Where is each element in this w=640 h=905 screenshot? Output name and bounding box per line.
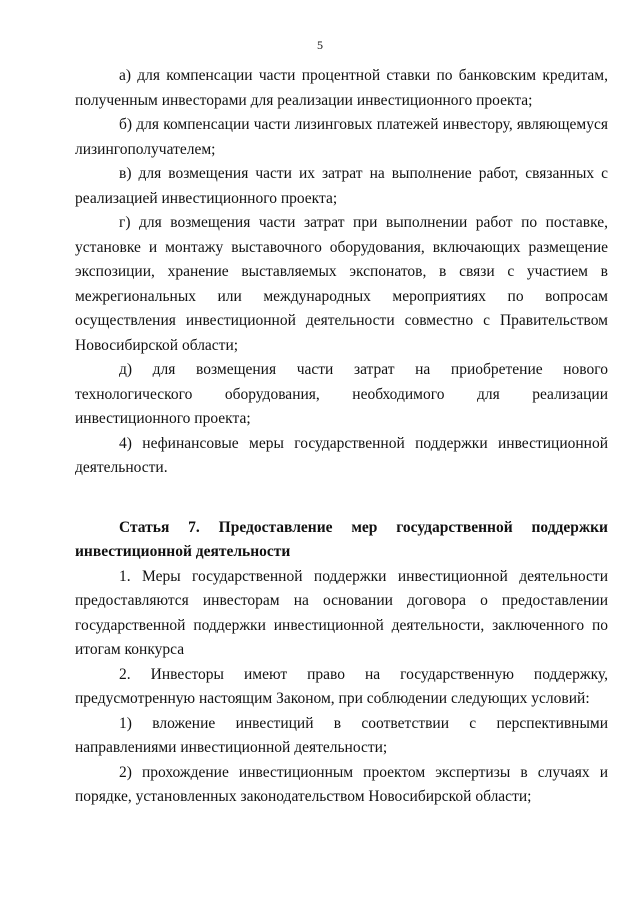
article-condition-2: 2) прохождение инвестиционным проектом экспертизы в случаях и порядке, установленных законодательством Новосибирской области; — [75, 763, 608, 805]
paragraph-subitem-b: б) для компенсации части лизинговых платежей инвестору, являющемуся лизингополучателем; — [75, 116, 608, 158]
article-heading: Статья 7. Предоставление мер государственной поддержки инвестиционной деятельности — [75, 518, 608, 560]
paragraph-subitem-g: г) для возмещения части затрат при выполнении работ по поставке, установке и монтажу выставочного оборудования, включающих размещение экспозиции, хранение выставляемых экспонатов, в связи с участием в межрегиональных или международных мероприятиях по вопросам осуществления инвестиционной деятельности совместно с Правительством Новосибирской области; — [75, 214, 608, 354]
document-body — [75, 64, 608, 810]
article-paragraph-1: 1. Меры государственной поддержки инвестиционной деятельности предоставляются инвесторам на основании договора о предоставлении государственной поддержки инвестиционной деятельности, заключенного по итогам конкурса — [75, 567, 608, 658]
paragraph-item-4: 4) нефинансовые меры государственной поддержки инвестиционной деятельности. — [75, 434, 608, 476]
article-condition-1: 1) вложение инвестиций в соответствии с перспективными направлениями инвестиционной деятельности; — [75, 714, 608, 756]
page-number: 5 — [317, 38, 323, 52]
article-paragraph-2: 2. Инвесторы имеют право на государственную поддержку, предусмотренную настоящим Законом, при соблюдении следующих условий: — [75, 665, 608, 707]
paragraph-subitem-a: а) для компенсации части процентной ставки по банковским кредитам, полученным инвесторами для реализации инвестиционного проекта; — [75, 67, 608, 109]
paragraph-subitem-v: в) для возмещения части их затрат на выполнение работ, связанных с реализацией инвестиционного проекта; — [75, 165, 608, 207]
paragraph-subitem-d: д) для возмещения части затрат на приобретение нового технологического оборудования, необходимого для реализации инвестиционного проекта; — [75, 361, 608, 427]
